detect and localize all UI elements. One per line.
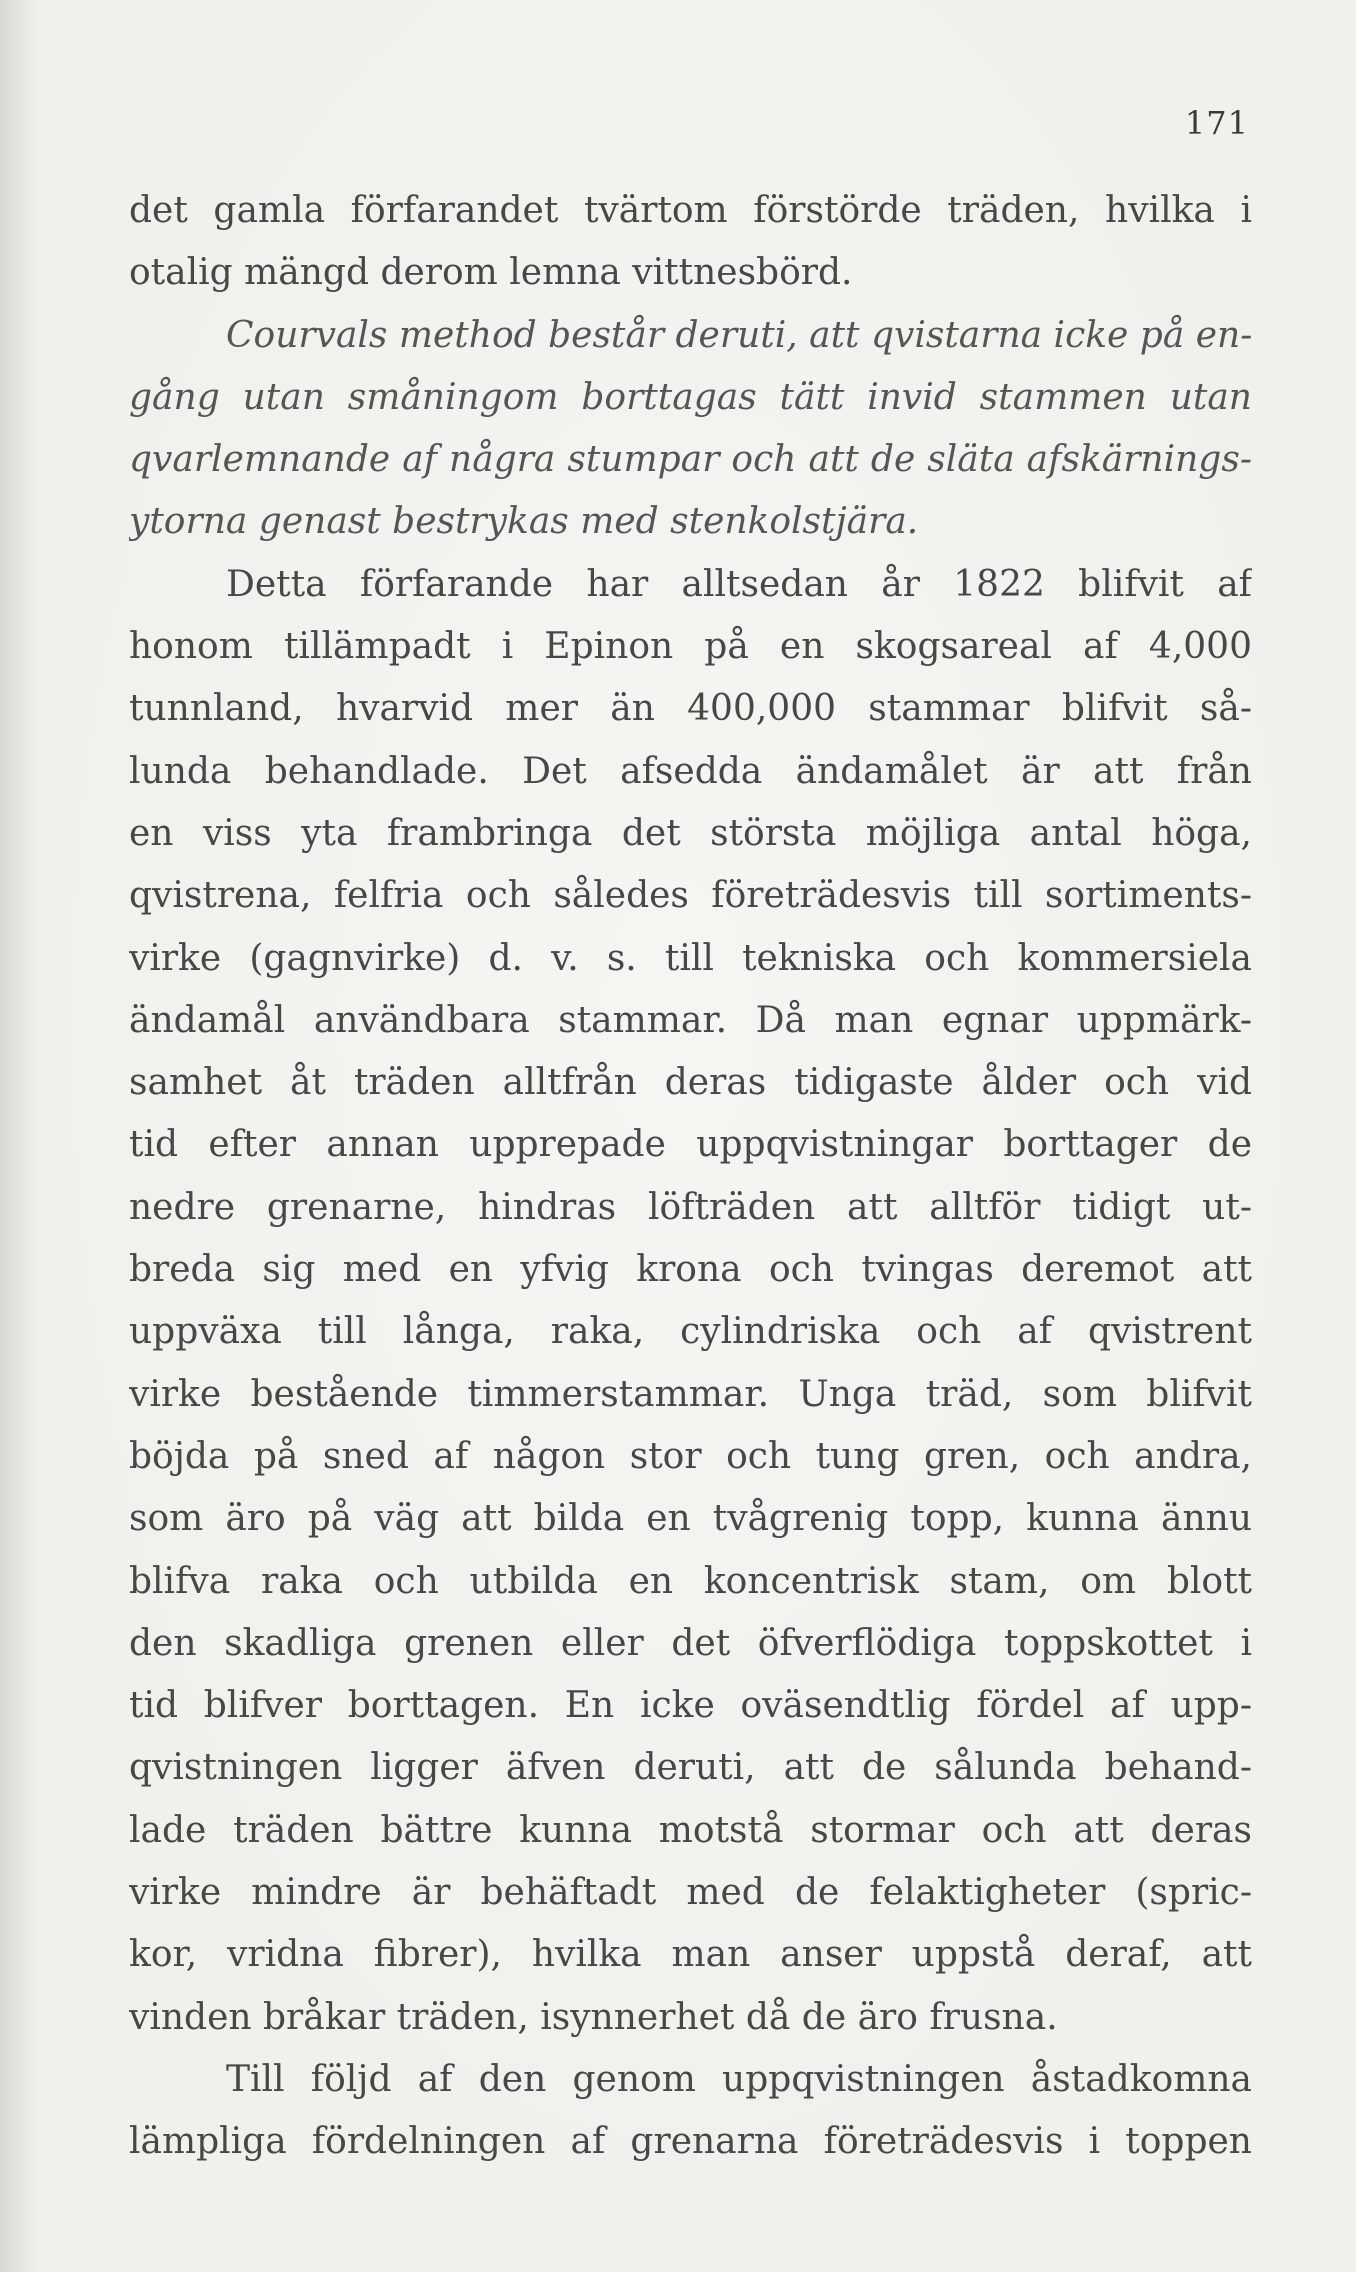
text-line: virke bestående timmerstammar. Unga träd, som blifvit (129, 1373, 1252, 1415)
text-line: den skadliga grenen eller det öfverflödiga toppskottet i (129, 1622, 1252, 1664)
text-line: tunnland, hvarvid mer än 400,000 stammar blifvit så- (129, 688, 1252, 730)
text-line: breda sig med en yfvig krona och tvingas deremot att (129, 1249, 1252, 1291)
text-line: virke (gagnvirke) d. v. s. till tekniska och kommersiela (129, 937, 1252, 979)
text-line: virke mindre är behäftadt med de felaktigheter (spric- (129, 1872, 1252, 1914)
text-line: lunda behandlade. Det afsedda ändamålet är att från (129, 750, 1252, 792)
text-line: honom tillämpadt i Epinon på en skogsareal af 4,000 (129, 626, 1252, 668)
text-line: uppväxa till långa, raka, cylindriska och af qvistrent (129, 1311, 1252, 1353)
page-gutter-shadow (0, 0, 40, 2272)
text-line: qvarlemnande af några stumpar och att de släta afskärnings- (129, 439, 1252, 481)
text-line: qvistrena, felfria och således företrädesvis till sortiments- (129, 875, 1252, 917)
text-line: en viss yta frambringa det största möjliga antal höga, (129, 812, 1252, 854)
text-line: blifva raka och utbilda en koncentrisk stam, om blott (129, 1560, 1252, 1602)
text-line: ändamål användbara stammar. Då man egnar uppmärk- (129, 999, 1252, 1041)
text-line: lade träden bättre kunna motstå stormar och att deras (129, 1809, 1252, 1851)
page-number: 171 (1184, 104, 1249, 142)
text-line: qvistningen ligger äfven deruti, att de sålunda behand- (129, 1747, 1252, 1789)
text-line: gång utan småningom borttagas tätt invid stammen utan (129, 376, 1252, 418)
text-line: Courvals method består deruti, att qvistarna icke på en- (226, 314, 1252, 356)
text-line: lämpliga fördelningen af grenarna företrädesvis i toppen (129, 2121, 1252, 2163)
text-line: tid efter annan upprepade uppqvistningar borttager de (129, 1124, 1252, 1166)
body-text (129, 180, 1252, 2174)
text-line: samhet åt träden alltfrån deras tidigaste ålder och vid (129, 1062, 1252, 1104)
text-line: kor, vridna fibrer), hvilka man anser uppstå deraf, att (129, 1934, 1252, 1976)
text-line: som äro på väg att bilda en tvågrenig topp, kunna ännu (129, 1498, 1252, 1540)
text-line: vinden bråkar träden, isynnerhet då de äro frusna. (129, 1996, 1058, 2038)
text-line: Till följd af den genom uppqvistningen åstadkomna (226, 2058, 1252, 2100)
text-line: otalig mängd derom lemna vittnesbörd. (129, 252, 853, 294)
text-line: tid blifver borttagen. En icke oväsendtlig fördel af upp- (129, 1685, 1252, 1727)
text-line: ytorna genast bestrykas med stenkolstjära. (129, 501, 919, 543)
text-line: böjda på sned af någon stor och tung gren, och andra, (129, 1435, 1252, 1477)
text-line: nedre grenarne, hindras löfträden att alltför tidigt ut- (129, 1186, 1252, 1228)
text-line: det gamla förfarandet tvärtom förstörde träden, hvilka i (129, 190, 1252, 231)
text-line: Detta förfarande har alltsedan år 1822 blifvit af (226, 563, 1252, 605)
